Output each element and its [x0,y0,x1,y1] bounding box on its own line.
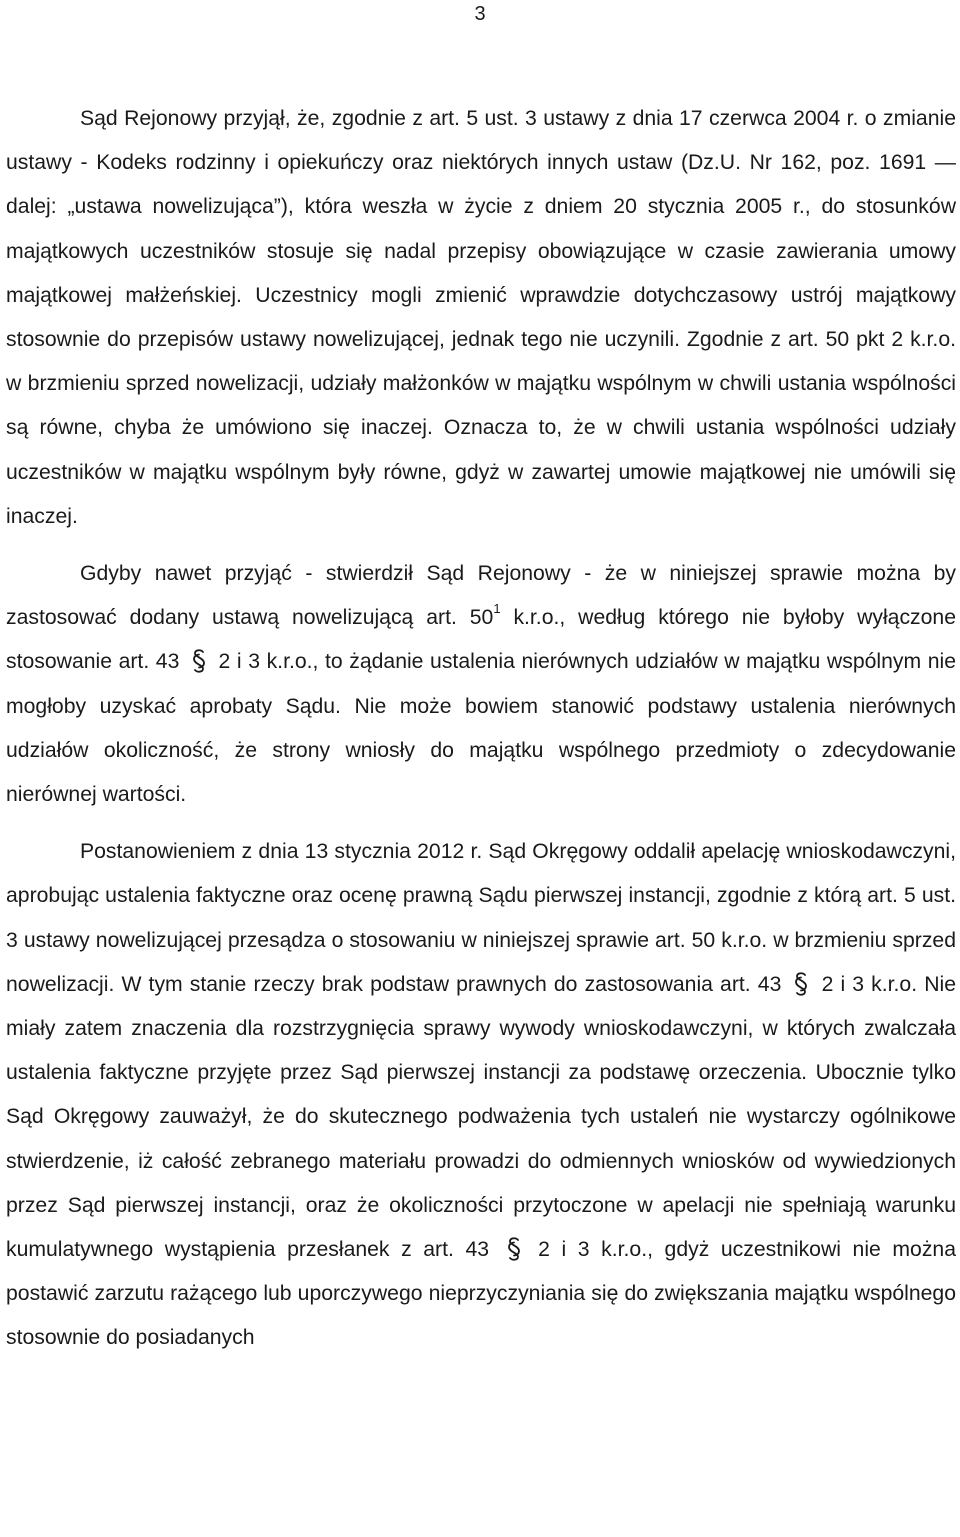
paragraph-1 [6,97,956,539]
superscript-1: 1 [493,601,501,617]
document-body [6,97,956,1361]
paragraph-2-text-b: k.r.o., według którego nie byłoby wyłączone stosowanie art. 43 [6,606,956,674]
section-sign-icon [503,1236,525,1262]
paragraph-3-text-b: 2 i 3 k.r.o. Nie miały zatem znaczenia dla rozstrzygnięcia sprawy wywody wnioskodawczyni, w których zwalczała ustalenia faktyczne przyjęte przez Sąd pierwszej instancji za podstawę orzeczenia. Ubocznie tylko Sąd Okręgowy zauważył, że do skutecznego podważenia tych ustaleń nie wystarczy ogólnikowe stwierdzenie, iż całość zebranego materiału prowadzi do odmiennych wniosków od wywiedzionych przez Sąd pierwszej instancji, oraz że okoliczności przytoczone w apelacji nie spełniają warunku kumulatywnego wystąpienia przesłanek z art. 43 [6,972,957,1262]
paragraph-3-text-a: Postanowieniem z dnia 13 stycznia 2012 r. Sąd Okręgowy oddalił apelację wnioskodawczyni, aprobując ustalenia faktyczne oraz ocenę prawną Sądu pierwszej instancji, zgodnie z którą art. 5 ust. 3 ustawy nowelizującej przesądza o stosowaniu w niniejszej sprawie art. 50 k.r.o. w brzmieniu sprzed nowelizacji. W tym stanie rzeczy brak podstaw prawnych do zastosowania art. 43 [6,840,956,996]
page-number-text: 3 [474,3,486,25]
section-sign-icon [790,971,812,997]
paragraph-2 [6,552,956,817]
paragraph-3 [6,830,956,1360]
paragraph-2-text-a: Gdyby nawet przyjąć - stwierdził Sąd Rejonowy - że w niniejszej sprawie można by zastosować dodany ustawą nowelizującą art. 50 [6,562,956,630]
section-sign-icon [188,648,210,674]
paragraph-1-text: Sąd Rejonowy przyjął, że, zgodnie z art. 5 ust. 3 ustawy z dnia 17 czerwca 2004 r. o zmianie ustawy - Kodeks rodzinny i opiekuńczy oraz niektórych innych ustaw (Dz.U. Nr 162, poz. 1691 ― dalej: „ustawa nowelizująca”), która weszła w życie z dniem 20 stycznia 2005 r., do stosunków majątkowych uczestników stosuje się nadal przepisy obowiązujące w czasie zawierania umowy majątkowej małżeńskiej. Uczestnicy mogli zmienić wprawdzie dotychczasowy ustrój majątkowy stosownie do przepisów ustawy nowelizującej, jednak tego nie uczynili. Zgodnie z art. 50 pkt 2 k.r.o. w brzmieniu sprzed nowelizacji, udziały małżonków w majątku wspólnym w chwili ustania wspólności są równe, chyba że umówiono się inaczej. Oznacza to, że w chwili ustania wspólności udziały uczestników w majątku wspólnym były równe, gdyż w zawartej umowie majątkowej nie umówili się inaczej. [6,107,956,528]
paragraph-2-text-c: 2 i 3 k.r.o., to żądanie ustalenia nierównych udziałów w majątku wspólnym nie mogłoby uzyskać aprobaty Sądu. Nie może bowiem stanowić podstawy ustalenia nierównych udziałów okoliczność, że strony wniosły do majątku wspólnego przedmioty o zdecydowanie nierównej wartości. [6,650,956,807]
paragraph-3-text-c: 2 i 3 k.r.o., gdyż uczestnikowi nie można postawić zarzutu rażącego lub uporczywego nieprzyczyniania się do zwiększania majątku wspólnego stosownie do posiadanych [6,1238,956,1350]
page-number [0,2,960,26]
